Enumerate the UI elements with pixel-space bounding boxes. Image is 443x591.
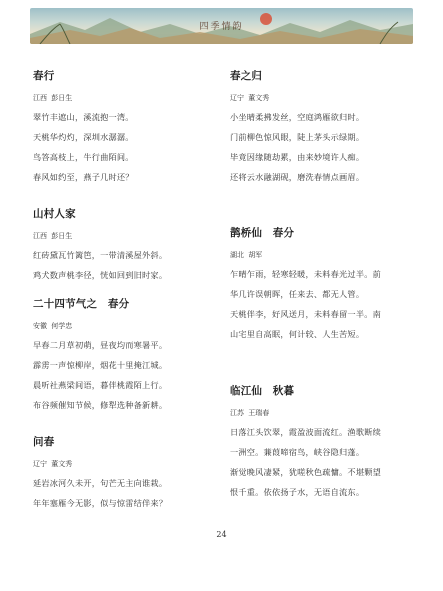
poem-line: 毕竟因缘随劫累，由来妙境许人痴。 (230, 152, 365, 162)
poem-author: 辽宁 董文秀 (230, 94, 270, 102)
poem-line: 天桃伴李，好风送月，未料春留一半。南 (230, 309, 381, 319)
poem-line: 还将云水融湖砚，磨洗春情点画眉。 (230, 172, 365, 182)
poem-title: 二十四节气之 春分 (33, 298, 130, 310)
poem-title: 春之归 (230, 70, 263, 82)
poem-author: 安徽 何学忠 (33, 322, 73, 330)
poem-author: 江西 彭日生 (33, 94, 73, 102)
header-banner (30, 8, 413, 44)
poem-line: 小坐晴柔拂发丝，空庭鸿雁欲归时。 (230, 112, 365, 122)
poem-line: 布谷频催知节候，修犁选种备新耕。 (33, 400, 168, 410)
poem-author: 湖北 胡军 (230, 251, 263, 259)
poem (33, 68, 213, 183)
poem-title: 春行 (33, 70, 55, 82)
poem-title: 问春 (33, 436, 55, 448)
poem-line: 鸡犬数声桃李径，恍如回到旧时家。 (33, 270, 168, 280)
poem (230, 68, 415, 183)
poem-line: 恨千重。依依扬子水，无语自流东。 (230, 487, 365, 497)
poem-line: 翠竹丰遮山，溪流抱一湾。 (33, 112, 134, 122)
poem-line: 乍晴乍雨，轻寒轻暖，未料春光过半。前 (230, 269, 381, 279)
poem-title: 山村人家 (33, 208, 76, 220)
poem (33, 296, 213, 411)
poem-line: 晨听社燕梁间语，暮伴桃霞陌上行。 (33, 380, 168, 390)
poem-line: 渐觉晚风凄紧，犹嗟秋色疏慵。不堪颗望 (230, 467, 381, 477)
poem-line: 门前柳色惊风眼，陡上茅头示绿期。 (230, 132, 365, 142)
poem-line: 鸟答高枝上，牛行曲陌间。 (33, 152, 134, 162)
poem-line: 春风如约至，燕子几时还？ (33, 172, 134, 182)
poem-line: 日落江头饮翠，霞盈波面流红。渔歌断续 (230, 427, 381, 437)
poem-line: 天桃华灼灼，深圳水潺潺。 (33, 132, 134, 142)
poem-line: 延岩冰河久未开，句芒无主向谁栽。 (33, 478, 168, 488)
poem-title: 临江仙 秋暮 (230, 385, 295, 397)
poem-line: 红砖黛瓦竹篱笆，一带清溪屋外斜。 (33, 250, 168, 260)
page-number: 24 (216, 530, 227, 539)
poem-line: 早春二月草初萌，昼夜均而寒暑平。 (33, 340, 168, 350)
poem (33, 206, 213, 281)
poem-line: 霹雳一声惊柳岸，烟花十里掩江城。 (33, 360, 168, 370)
poem-title: 鹊桥仙 春分 (230, 227, 295, 239)
poem-author: 辽宁 董文秀 (33, 460, 73, 468)
poem-author: 江西 彭日生 (33, 232, 73, 240)
poem (230, 225, 415, 340)
poem-author: 江苏 王瑞春 (230, 409, 270, 417)
banner-title: 四季情韵 (199, 22, 244, 32)
poem-line: 年年塞雁今无影，似与惊雷结伴来？ (33, 498, 168, 508)
poem-line: 华几许误朝晖，任来去、都无人管。 (230, 289, 365, 299)
poem-line: 山宅里自高眠，何计较、人生苦短。 (230, 329, 365, 339)
poem-line: 一洲空。蒹葭啼宿鸟，峡谷隐归蓬。 (230, 447, 365, 457)
poem (33, 434, 213, 509)
poem (230, 383, 415, 498)
